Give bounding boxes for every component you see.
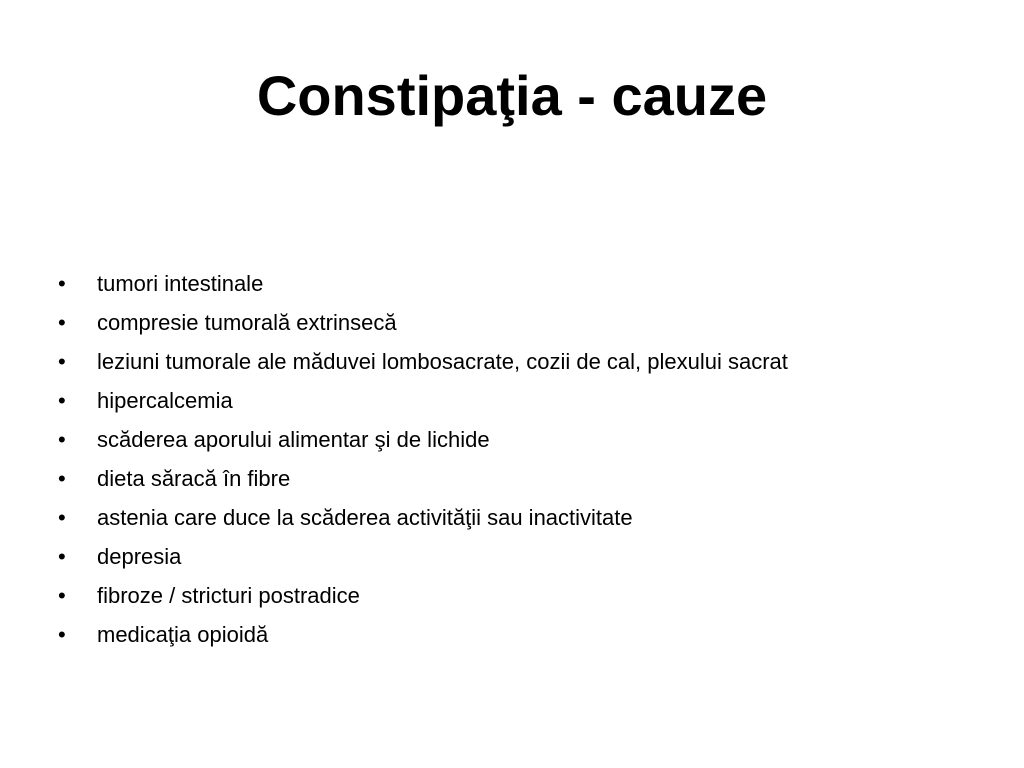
bullet-icon: • (58, 427, 66, 452)
list-item-text: depresia (97, 544, 182, 569)
list-item (58, 264, 998, 303)
bullet-icon: • (58, 544, 66, 569)
bullet-icon: • (58, 388, 66, 413)
bullet-icon: • (58, 310, 66, 335)
list-item (58, 537, 998, 576)
bullet-icon: • (58, 466, 66, 491)
list-item-text: compresie tumorală extrinsecă (97, 310, 397, 335)
list-item (58, 303, 998, 342)
list-item-text: hipercalcemia (97, 388, 233, 413)
list-item (58, 498, 998, 537)
list-item-text: astenia care duce la scăderea activităţii sau inactivitate (97, 505, 633, 530)
bullet-icon: • (58, 622, 66, 647)
bullet-icon: • (58, 583, 66, 608)
list-item (58, 576, 998, 615)
list-item-text: tumori intestinale (97, 271, 264, 296)
bullet-icon: • (58, 505, 66, 530)
list-item (58, 381, 998, 420)
bullet-icon: • (58, 271, 66, 296)
list-item-text: scăderea aporului alimentar şi de lichide (97, 427, 490, 452)
list-item-text: leziuni tumorale ale măduvei lombosacrate, cozii de cal, plexului sacrat (97, 349, 788, 374)
list-item-text: fibroze / stricturi postradice (97, 583, 360, 608)
list-item-text: medicaţia opioidă (97, 622, 269, 647)
list-item (58, 420, 998, 459)
list-item (58, 342, 998, 381)
bullet-icon: • (58, 349, 66, 374)
list-item (58, 615, 998, 654)
bullet-list (58, 264, 998, 654)
list-item (58, 459, 998, 498)
list-item-text: dieta săracă în fibre (97, 466, 291, 491)
slide-title: Constipaţia - cauze (256, 64, 768, 127)
